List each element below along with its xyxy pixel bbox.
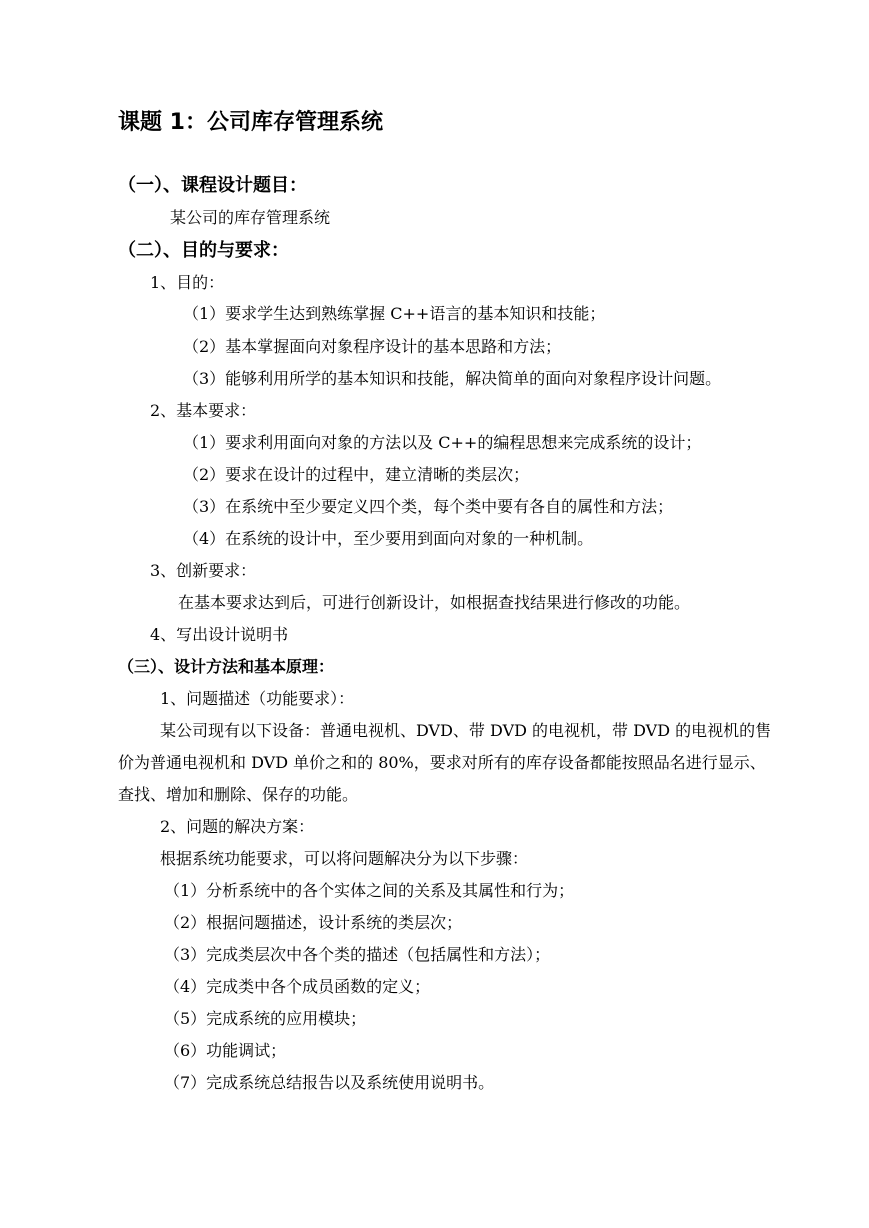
solution-step: （6）功能调试； [164,1041,287,1060]
basic-item: （3）在系统中至少要定义四个类，每个类中要有各自的属性和方法； [183,497,674,516]
purpose-label: 1、目的： [150,273,225,292]
purpose-item: （2）基本掌握面向对象程序设计的基本思路和方法； [183,337,562,356]
innovation-label: 3、创新要求： [150,561,257,580]
manual-label: 4、写出设计说明书 [150,625,289,644]
section2-heading: （二）、目的与要求： [118,240,289,261]
solution-label: 2、问题的解决方案： [160,817,315,836]
section1-body: 某公司的库存管理系统 [170,208,331,227]
solution-step: （3）完成类层次中各个类的描述（包括属性和方法）； [164,945,551,964]
basic-label: 2、基本要求： [150,401,257,420]
problem-line: 查找、增加和删除、保存的功能。 [118,785,359,804]
solution-intro: 根据系统功能要求，可以将问题解决分为以下步骤： [160,849,529,868]
basic-item: （1）要求利用面向对象的方法以及 C++的编程思想来完成系统的设计； [183,433,702,452]
section1-heading: （一）、课程设计题目： [118,175,307,196]
problem-label: 1、问题描述（功能要求）： [160,689,355,708]
solution-step: （1）分析系统中的各个实体之间的关系及其属性和行为； [164,881,575,900]
page-title: 课题 1：公司库存管理系统 [118,110,383,135]
basic-item: （2）要求在设计的过程中，建立清晰的类层次； [183,465,530,484]
section3-heading: （三）、设计方法和基本原理： [118,657,335,676]
innovation-body: 在基本要求达到后，可进行创新设计，如根据查找结果进行修改的功能。 [178,593,691,612]
solution-step: （4）完成类中各个成员函数的定义； [164,977,431,996]
solution-step: （5）完成系统的应用模块； [164,1009,367,1028]
solution-step: （7）完成系统总结报告以及系统使用说明书。 [164,1073,495,1092]
solution-step: （2）根据问题描述，设计系统的类层次； [164,913,463,932]
problem-line: 某公司现有以下设备：普通电视机、DVD、带 DVD 的电视机，带 DVD 的电视机的售 [160,721,772,740]
purpose-item: （1）要求学生达到熟练掌握 C++语言的基本知识和技能； [183,304,606,323]
basic-item: （4）在系统的设计中，至少要用到面向对象的一种机制。 [183,529,594,548]
purpose-item: （3）能够利用所学的基本知识和技能，解决简单的面向对象程序设计问题。 [183,369,722,388]
problem-line: 价为普通电视机和 DVD 单价之和的 80%，要求对所有的库存设备都能按照品名进行显示、 [118,753,766,772]
